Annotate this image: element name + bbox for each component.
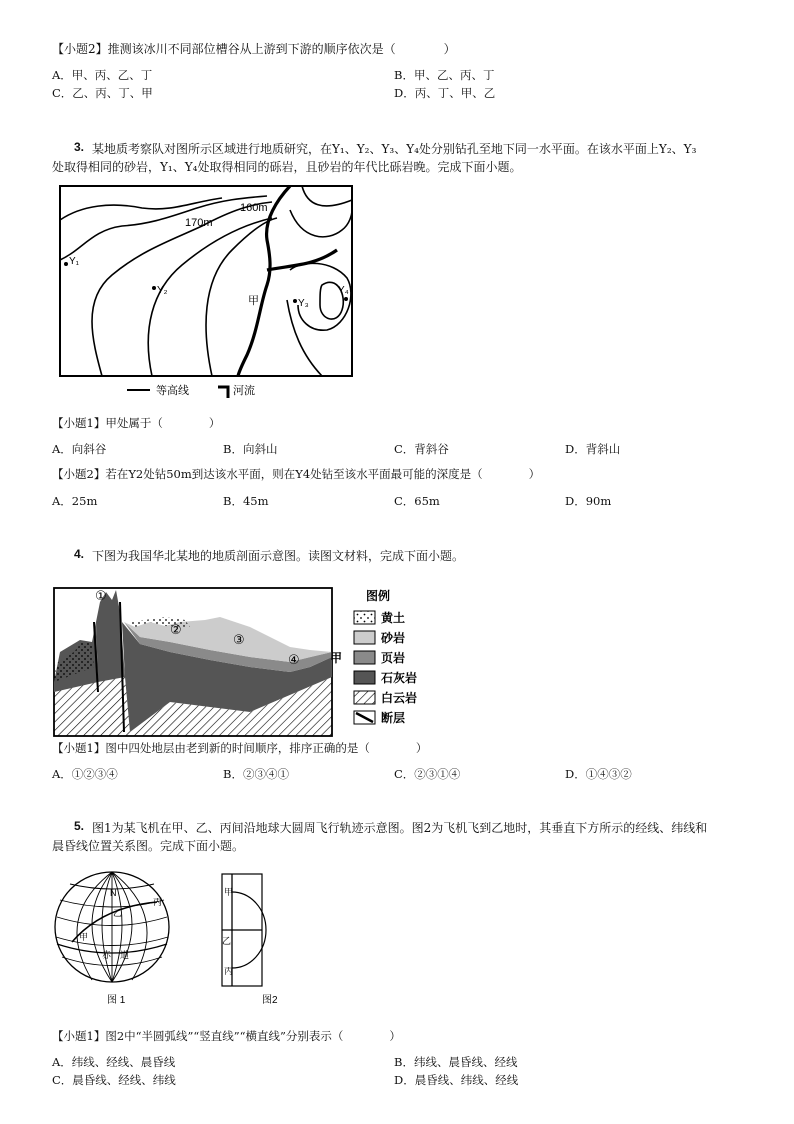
q3-sub1-option-b[interactable]: B．向斜山: [223, 442, 278, 456]
marker-4: ④: [288, 652, 300, 667]
y1-point: [64, 262, 68, 266]
fig1-caption: 图 1: [107, 995, 126, 1006]
q4-sub1-option-a[interactable]: A．①②③④: [52, 767, 118, 781]
q4-stem: 下图为我国华北某地的地质剖面示意图。读图文材料，完成下面小题。: [92, 549, 465, 563]
contour-label-170: 170m: [185, 217, 213, 229]
q4-geologic-section: [50, 582, 390, 737]
yi-label: 乙: [222, 936, 232, 946]
y3-label: Y₃: [298, 298, 309, 309]
legend-limestone-swatch: [354, 671, 375, 684]
q3-sub2-option-d[interactable]: D．90m: [565, 494, 612, 508]
q3-contour-map: [52, 180, 362, 405]
q3-sub2-option-b[interactable]: B．45m: [223, 494, 269, 508]
legend-loess-label: 黄土: [381, 611, 406, 625]
y1-label: Y₁: [69, 256, 80, 267]
q3-sub2-option-c[interactable]: C．65m: [394, 494, 440, 508]
yi-label: 乙: [113, 908, 123, 918]
legend-shale-swatch: [354, 651, 375, 664]
q3-sub1-stem: 【小题1】甲处属于（ ）: [52, 416, 221, 430]
y2-point: [152, 286, 156, 290]
jia-label: 甲: [224, 887, 234, 897]
q2-option-c[interactable]: C．乙、丙、丁、甲: [52, 86, 153, 100]
q2-option-a[interactable]: A．甲、丙、乙、丁: [52, 68, 153, 82]
q5-figure-1-globe: [52, 862, 177, 1012]
q5-figure-2: [218, 870, 288, 1012]
jia-label: 甲: [79, 932, 89, 942]
contour-label-160: 160m: [240, 202, 268, 214]
q2-option-b[interactable]: B．甲、乙、丙、丁: [394, 68, 495, 82]
legend-sandstone-label: 砂岩: [381, 631, 406, 645]
q3-sub1-option-c[interactable]: C．背斜谷: [394, 442, 449, 456]
q4-sub1-stem: 【小题1】图中四处地层由老到新的时间顺序，排序正确的是（ ）: [52, 741, 428, 755]
q3-sub2-option-a[interactable]: A．25m: [52, 494, 98, 508]
y2-label: Y₂: [157, 285, 168, 296]
legend-sandstone-swatch: [354, 631, 375, 644]
legend-dolomite-label: 白云岩: [381, 691, 418, 705]
legend-fault-label: 断层: [381, 711, 406, 725]
marker-3: ③: [233, 632, 245, 647]
legend-dolomite-swatch: [354, 691, 375, 704]
y4-point: [344, 297, 348, 301]
q3-sub1-option-d[interactable]: D．背斜山: [565, 442, 621, 456]
jia-label: 甲: [248, 295, 259, 307]
jia-label: 甲: [330, 651, 343, 665]
q3-number: 3.: [74, 140, 85, 154]
q5-sub1-option-a[interactable]: A．纬线、经线、晨昏线: [52, 1055, 176, 1069]
q2-stem: 【小题2】推测该冰川不同部位槽谷从上游到下游的顺序依次是（ ）: [52, 42, 456, 56]
marker-2: ②: [170, 622, 182, 637]
equator-label: 赤 道: [102, 950, 130, 960]
legend-limestone-label: 石灰岩: [381, 671, 418, 685]
q5-sub1-option-d[interactable]: D．晨昏线、纬线、经线: [394, 1073, 519, 1087]
bing-label: 丙: [153, 897, 163, 907]
legend-title: 图例: [366, 589, 391, 603]
q5-stem-line2: 晨昏线位置关系图。完成下面小题。: [52, 839, 245, 853]
q5-number: 5.: [74, 819, 85, 833]
bing-label: 丙: [224, 966, 234, 976]
q3-stem-line2: 处取得相同的砂岩，Y₁、Y₄处取得相同的砾岩，且砂岩的年代比砾岩晚。完成下面小题。: [52, 160, 522, 174]
y4-label: Y₄: [338, 285, 349, 296]
legend-shale-label: 页岩: [381, 651, 406, 665]
legend-river-swatch: [218, 387, 228, 398]
n-label: N: [110, 888, 117, 898]
q3-stem-line1: 某地质考察队对图所示区域进行地质研究，在Y₁、Y₂、Y₃、Y₄处分别钻孔至地下同一水平面。在该水平面上Y₂、Y₃: [92, 142, 697, 156]
map-frame: [60, 186, 352, 376]
q4-sub1-option-b[interactable]: B．②③④①: [223, 767, 289, 781]
y3-point: [293, 299, 297, 303]
q3-sub2-stem: 【小题2】若在Y2处钻50m到达该水平面，则在Y4处钻至该水平面最可能的深度是（ ）: [52, 467, 541, 481]
legend-river-label: 河流: [233, 385, 255, 397]
q5-sub1-option-c[interactable]: C．晨昏线、经线、纬线: [52, 1073, 176, 1087]
q4-legend: [352, 588, 422, 733]
q5-sub1-stem: 【小题1】图2中“半圆弧线”“竖直线”“横直线”分别表示（ ）: [52, 1029, 401, 1043]
legend-contour-label: 等高线: [156, 385, 189, 397]
legend-loess-swatch: [354, 611, 375, 624]
marker-1: ①: [95, 588, 107, 603]
q4-sub1-option-c[interactable]: C．②③①④: [394, 767, 461, 781]
q2-option-d[interactable]: D．丙、丁、甲、乙: [394, 86, 496, 100]
q4-sub1-option-d[interactable]: D．①④③②: [565, 767, 632, 781]
q3-sub1-option-a[interactable]: A．向斜谷: [52, 442, 107, 456]
q4-number: 4.: [74, 547, 85, 561]
q5-stem-line1: 图1为某飞机在甲、乙、丙间沿地球大圆周飞行轨迹示意图。图2为飞机飞到乙地时，其垂直下方所示的经线、纬线和: [92, 821, 708, 835]
q5-sub1-option-b[interactable]: B．纬线、晨昏线、经线: [394, 1055, 518, 1069]
fig2-caption: 图2: [262, 995, 278, 1006]
